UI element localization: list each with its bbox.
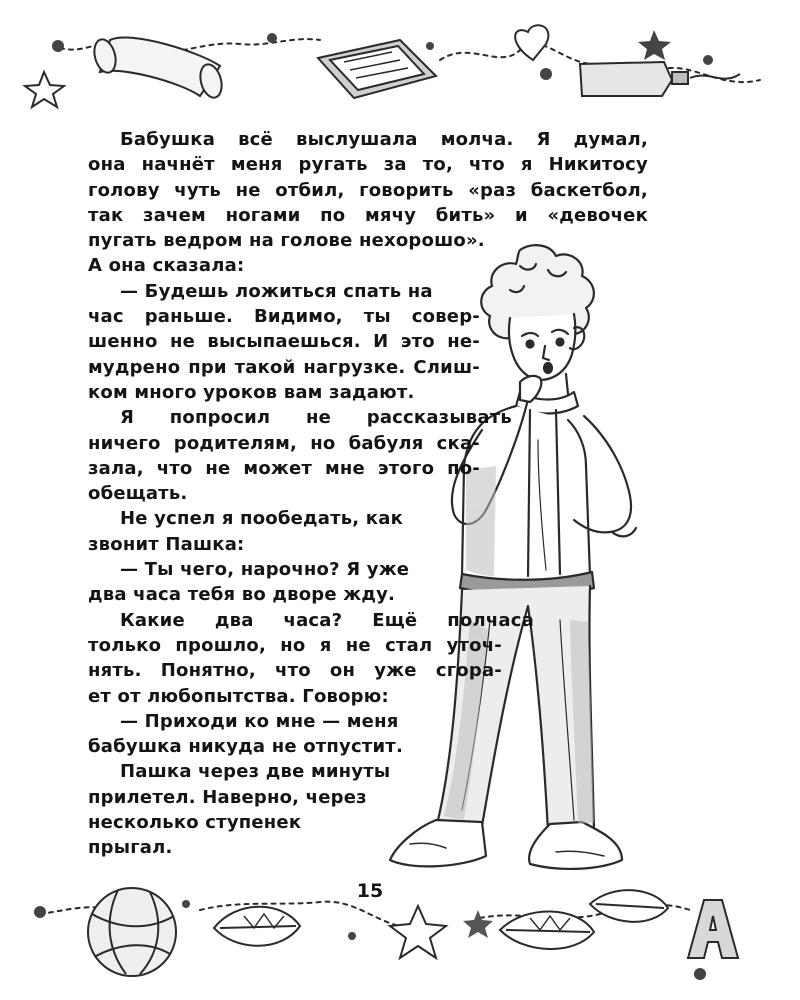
star-icon <box>390 906 446 958</box>
word: я <box>520 154 533 176</box>
word: думал, <box>573 129 648 150</box>
word: уже <box>374 660 417 682</box>
text-line <box>88 431 480 456</box>
word: стал <box>385 634 433 656</box>
word: бить» <box>435 204 496 226</box>
star-icon <box>638 30 671 60</box>
word: говорить <box>359 179 454 201</box>
text-line: обещать. <box>88 483 188 505</box>
word: мне <box>324 457 365 479</box>
text-line: прыгал. <box>88 837 173 859</box>
word: Я <box>536 129 551 150</box>
word: я <box>319 634 332 656</box>
word: ногами <box>225 204 301 226</box>
text-line: — Приходи ко мне — меня <box>120 710 399 732</box>
word: ругать <box>298 154 368 176</box>
word: час <box>88 306 124 328</box>
book-icon <box>318 40 436 98</box>
text-line: Не успел я пообедать, как <box>120 508 403 530</box>
word: баскетбол, <box>530 179 648 201</box>
word: такой <box>234 356 296 378</box>
word: не <box>169 331 195 353</box>
text-line: — Будешь ложиться спать на <box>120 280 433 302</box>
toothpaste-icon <box>580 62 740 96</box>
word: рассказывать <box>366 407 512 429</box>
text-line: А она сказала: <box>88 255 245 277</box>
word: попросил <box>169 407 271 429</box>
word: не <box>235 179 261 201</box>
word: не <box>205 457 231 479</box>
heart-icon <box>515 25 548 60</box>
word: мячу <box>364 204 417 226</box>
word: по <box>320 204 346 226</box>
letter-a-icon <box>688 900 738 958</box>
word: высыпаешься. <box>207 331 361 353</box>
word: только <box>88 634 162 656</box>
text-line: звонит Пашка: <box>88 533 245 555</box>
word: Видимо, <box>254 306 343 328</box>
word: этого <box>377 457 435 479</box>
text-line: бабушка никуда не отпустит. <box>88 736 403 758</box>
word: всё <box>238 129 273 150</box>
word: совер- <box>411 306 480 328</box>
word: молча. <box>440 129 514 150</box>
basketball-icon <box>88 888 176 976</box>
star-outline-icon <box>25 72 64 107</box>
text-line: Пашка через две минуты <box>120 761 391 783</box>
word: Какие <box>120 609 185 631</box>
leaf-icon <box>214 907 300 946</box>
text-line: пугать ведром на голове нехорошо». <box>88 230 485 252</box>
word: по- <box>447 457 480 479</box>
star-icon <box>463 910 493 938</box>
page-number: 15 <box>356 880 384 902</box>
word: Понятно, <box>160 660 256 682</box>
bottom-doodle-border <box>0 870 800 1000</box>
word: при <box>188 356 227 378</box>
text-line <box>88 203 648 228</box>
text-line <box>88 329 480 354</box>
text-line: — Ты чего, нарочно? Я уже <box>120 559 410 581</box>
text-line: несколько ступенек <box>88 812 302 834</box>
word: отбил, <box>275 179 345 201</box>
text-line <box>88 304 480 329</box>
text-line <box>88 658 502 683</box>
word: но <box>310 432 336 454</box>
word: он <box>329 660 356 682</box>
text-line <box>88 355 480 380</box>
word: часа? <box>283 609 343 631</box>
word: бабуля <box>348 432 424 454</box>
word: Ещё <box>372 609 418 631</box>
word: нагрузке. <box>303 356 406 378</box>
word: ничего <box>88 432 161 454</box>
text-line <box>88 456 480 481</box>
word: раньше. <box>144 306 234 328</box>
word: Бабушка <box>120 129 216 150</box>
text-line <box>88 127 648 152</box>
word: не- <box>447 331 480 353</box>
word: два <box>214 609 254 631</box>
word: не <box>306 407 332 429</box>
top-doodle-border <box>0 0 800 120</box>
word: она <box>88 154 126 176</box>
story-text <box>88 127 648 861</box>
word: Я <box>120 407 135 429</box>
word: прошло, <box>175 634 267 656</box>
word: но <box>280 634 306 656</box>
word: выслушала <box>296 129 418 150</box>
text-line <box>88 633 502 658</box>
word: меня <box>230 154 283 176</box>
word: сгора- <box>435 660 502 682</box>
word: мудрено <box>88 356 181 378</box>
word: зачем <box>143 204 206 226</box>
word: И <box>373 331 389 353</box>
text-line: прилетел. Наверно, через <box>88 786 367 808</box>
word: полчаса <box>447 609 534 631</box>
word: зала, <box>88 457 144 479</box>
word: не <box>345 634 371 656</box>
word: за <box>383 154 407 176</box>
text-line <box>88 178 648 203</box>
text-line <box>88 405 512 430</box>
word: чуть <box>174 179 221 201</box>
word: «девочек <box>547 204 648 226</box>
word: родителям, <box>173 432 298 454</box>
word: это <box>400 331 435 353</box>
word: может <box>243 457 313 479</box>
word: голову <box>88 179 160 201</box>
word: что <box>156 457 193 479</box>
word: Слиш- <box>413 356 480 378</box>
word: «раз <box>468 179 517 201</box>
word: нять. <box>88 660 142 682</box>
leaf-icon <box>590 890 668 922</box>
text-line: ет от любопытства. Говорю: <box>88 685 389 707</box>
word: Никитосу <box>548 154 648 176</box>
text-line <box>88 608 534 633</box>
word: начнёт <box>141 154 215 176</box>
word: ска- <box>436 432 480 454</box>
word: уточ- <box>446 634 502 656</box>
word: ты <box>363 306 391 328</box>
word: что <box>469 154 505 176</box>
word: шенно <box>88 331 158 353</box>
text-line: два часа тебя во дворе жду. <box>88 584 396 606</box>
word: так <box>88 204 124 226</box>
word: что <box>275 660 311 682</box>
text-line <box>88 152 648 177</box>
word: то, <box>422 154 454 176</box>
text-line: ком много уроков вам задают. <box>88 381 415 403</box>
word: и <box>515 204 528 226</box>
